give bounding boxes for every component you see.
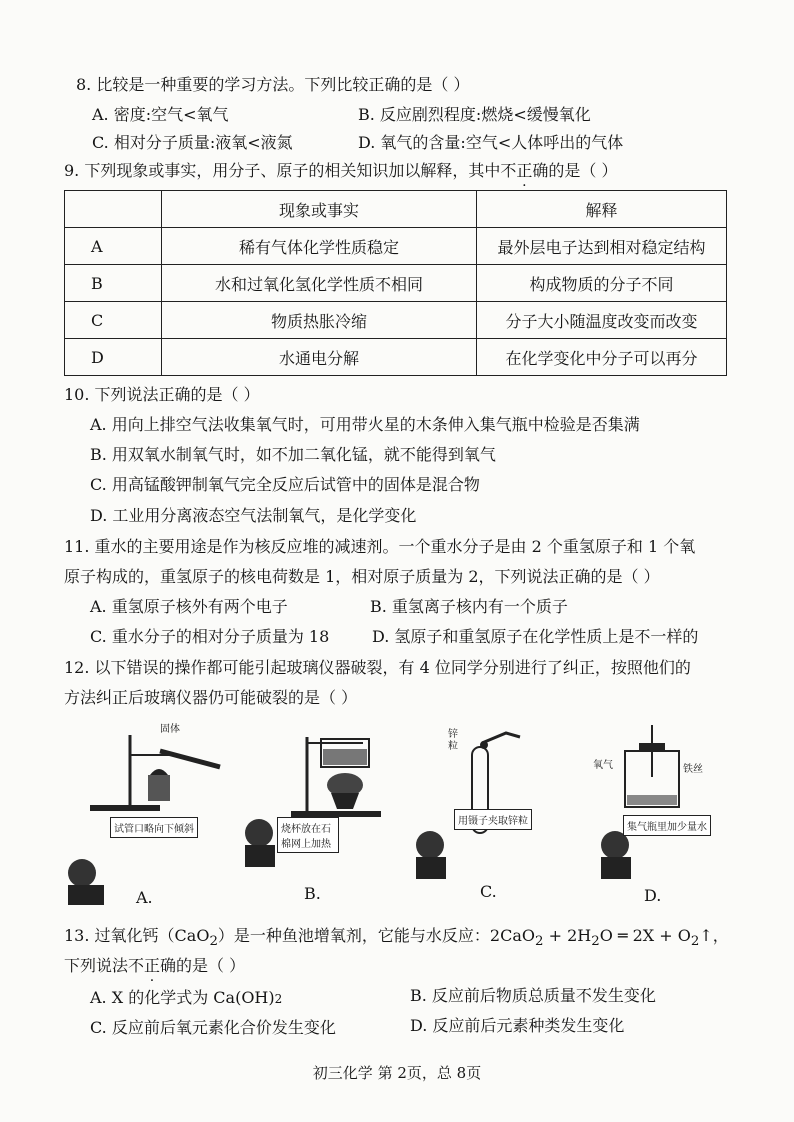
q8-option-b: B. 反应剧烈程度:燃烧<缓慢氧化 <box>358 105 591 124</box>
q13-option-a-text: A. X 的化学式为 Ca(OH) <box>90 988 275 1007</box>
q12-stem-line1: 12. 以下错误的操作都可能引起玻璃仪器破裂，有 4 位同学分别进行了纠正，按照他们的 <box>64 658 691 677</box>
table-row <box>65 339 727 376</box>
q13-subscript: 2 <box>274 992 283 1006</box>
q12-figure-a-label: 固体 <box>160 724 180 735</box>
q8-option-a: A. 密度:空气<氧气 <box>92 105 229 124</box>
q11-stem-line1: 11. 重水的主要用途是作为核反应堆的减速剂。一个重水分子是由 2 个重氢原子和 1 个氧 <box>64 537 696 556</box>
q9-table <box>64 190 727 376</box>
q12-figure-c-tag: 用镊子夹取锌粒 <box>454 809 532 830</box>
q13-stem-text-3: + 2H <box>543 926 592 945</box>
q9-row-fact: 稀有气体化学性质稳定 <box>162 228 477 265</box>
q13-stem-line2-post: 的是（ ） <box>176 956 246 975</box>
q12-figure-d-label-wire: 铁丝 <box>683 764 703 775</box>
q8-option-d: D. 氧气的含量:空气<人体呼出的气体 <box>358 133 624 152</box>
q13-option-a <box>90 987 282 1010</box>
q13-stem-line2-pre: 下列说法 <box>64 956 129 975</box>
q9-row-explain: 构成物质的分子不同 <box>477 265 727 302</box>
q13-subscript: 2 <box>535 934 544 950</box>
q12-figure-d-tag: 集气瓶里加少量水 <box>623 815 711 836</box>
q13-subscript: 2 <box>690 934 700 950</box>
q13-option-d: D. 反应前后元素种类发生变化 <box>410 1016 625 1035</box>
q12-figure-c-label: 锌粒 <box>448 729 458 752</box>
q12-figure-d <box>585 725 775 910</box>
q9-row-fact: 物质热胀冷缩 <box>162 302 477 339</box>
q9-row-label: A <box>65 228 162 265</box>
q11-stem-line2: 原子构成的，重氢原子的核电荷数是 1，相对原子质量为 2，下列说法正确的是（ ） <box>64 567 660 586</box>
q9-header-blank <box>65 191 162 228</box>
q9-row-explain: 最外层电子达到相对稳定结构 <box>477 228 727 265</box>
q11-option-b: B. 重氢离子核内有一个质子 <box>370 597 568 616</box>
table-row <box>65 228 727 265</box>
q8-stem: 8. 比较是一种重要的学习方法。下列比较正确的是（ ） <box>76 75 470 94</box>
q12-figure-a <box>60 725 250 910</box>
q13-subscript: 2 <box>591 934 600 950</box>
q12-caption-c: C. <box>480 882 497 901</box>
q13-stem-text-5: ↑， <box>699 926 729 945</box>
table-row <box>65 302 727 339</box>
q9-row-fact: 水通电分解 <box>162 339 477 376</box>
q12-figure-b <box>235 725 425 910</box>
q13-stem-text-1: 13. 过氧化钙（CaO <box>64 926 210 945</box>
q10-option-b: B. 用双氧水制氧气时，如不加二氧化锰，就不能得到氧气 <box>90 445 496 464</box>
q13-stem-text-4: O ═ 2X + O <box>599 926 691 945</box>
q9-header-explain: 解释 <box>477 191 727 228</box>
q9-header-fact: 现象或事实 <box>162 191 477 228</box>
q11-option-a: A. 重氢原子核外有两个电子 <box>90 597 288 616</box>
q12-caption-d: D. <box>644 886 662 905</box>
q9-stem <box>64 160 617 182</box>
q9-stem-emphasis: 不正确 <box>500 161 549 180</box>
table-row <box>65 265 727 302</box>
q9-row-label: C <box>65 302 162 339</box>
page-footer: 初三化学 第 2页，总 8页 <box>312 1064 482 1082</box>
q13-option-c: C. 反应前后氧元素化合价发生变化 <box>90 1018 336 1037</box>
q13-stem-line1 <box>64 925 729 953</box>
q9-row-explain: 分子大小随温度改变而改变 <box>477 302 727 339</box>
q12-stem-line2: 方法纠正后玻璃仪器仍可能破裂的是（ ） <box>64 688 358 707</box>
q13-stem-text-2: ）是一种鱼池增氧剂，它能与水反应：2CaO <box>217 926 536 945</box>
q13-option-b: B. 反应前后物质总质量不发生变化 <box>410 986 656 1005</box>
q9-row-fact: 水和过氧化氢化学性质不相同 <box>162 265 477 302</box>
q10-option-a: A. 用向上排空气法收集氧气时，可用带火星的木条伸入集气瓶中检验是否集满 <box>90 415 640 434</box>
q12-figure-b-tag: 烧杯放在石棉网上加热 <box>277 817 339 853</box>
q13-subscript: 2 <box>209 934 218 950</box>
q13-stem-line2 <box>64 955 245 977</box>
q9-row-explain: 在化学变化中分子可以再分 <box>477 339 727 376</box>
q8-option-c: C. 相对分子质量:液氧<液氮 <box>92 133 293 152</box>
q9-stem-post: 的是（ ） <box>548 161 618 180</box>
q11-option-d: D. 氢原子和重氢原子在化学性质上是不一样的 <box>372 627 699 646</box>
q10-stem: 10. 下列说法正确的是（ ） <box>64 385 260 404</box>
q9-row-label: D <box>65 339 162 376</box>
q10-option-d: D. 工业用分离液态空气法制氧气，是化学变化 <box>90 506 417 525</box>
q9-row-label: B <box>65 265 162 302</box>
q12-caption-b: B. <box>304 884 321 903</box>
q12-figure-d-label-oxygen: 氧气 <box>593 760 613 771</box>
q11-option-c: C. 重水分子的相对分子质量为 18 <box>90 627 330 646</box>
q13-stem-emphasis: 不正确 <box>128 956 177 975</box>
q12-figure-a-tag: 试管口略向下倾斜 <box>110 817 198 838</box>
q9-stem-pre: 9. 下列现象或事实，用分子、原子的相关知识加以解释，其中 <box>64 161 501 180</box>
q12-figure-c <box>410 725 600 910</box>
q12-caption-a: A. <box>136 888 153 907</box>
q10-option-c: C. 用高锰酸钾制氧气完全反应后试管中的固体是混合物 <box>90 475 480 494</box>
q9-table-header <box>65 191 727 228</box>
